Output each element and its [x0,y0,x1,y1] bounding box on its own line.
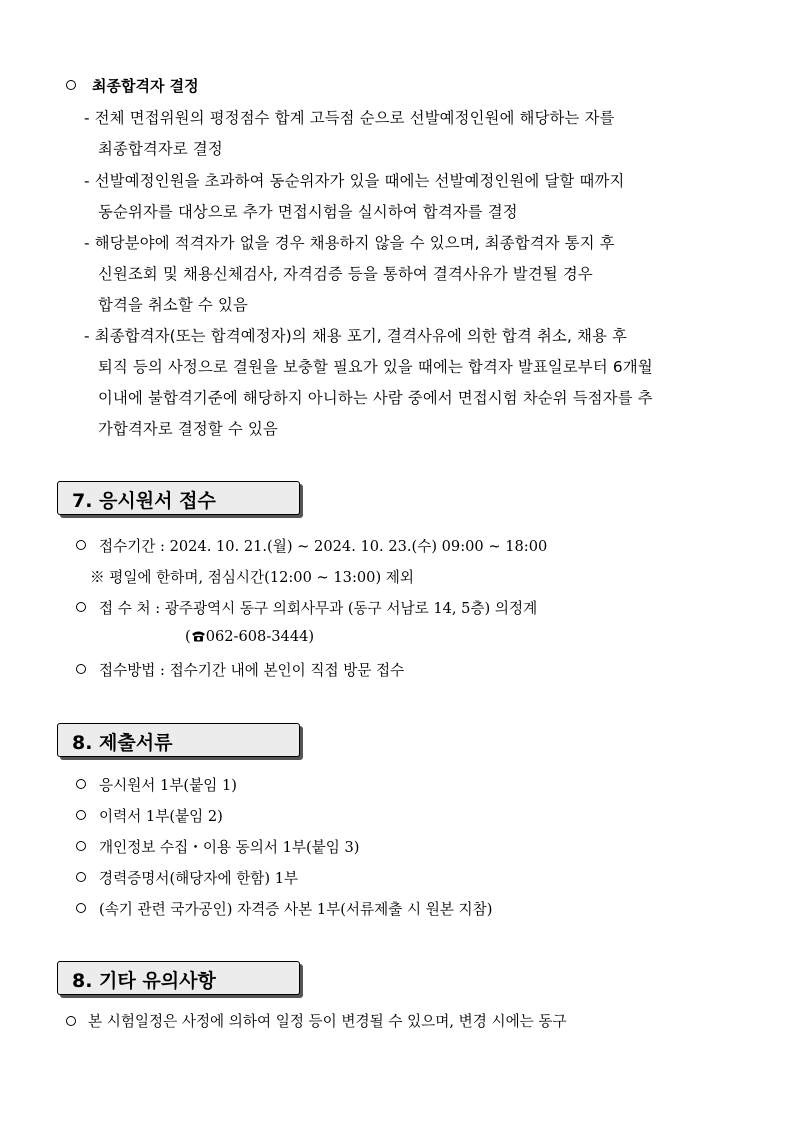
bullet-icon [76,903,86,913]
final-item-4-line-1: - 최종합격자(또는 합격예정자)의 채용 포기, 결격사유에 의한 합격 취소, 채용 후 [84,327,628,345]
final-item-4-line-4: 가합격자로 결정할 수 있음 [98,420,278,438]
section-notes-title: 8. 기타 유의사항 [72,970,216,992]
application-period: 접수기간 : 2024. 10. 21.(월) ~ 2024. 10. 23.(수) 09:00 ~ 18:00 [99,538,548,555]
document-item: 이력서 1부(붙임 2) [99,808,223,825]
bullet-icon [76,602,86,612]
section-8-title: 8. 제출서류 [72,732,173,754]
section-8-header-box [57,723,300,757]
section-7-title: 7. 응시원서 접수 [72,490,216,512]
document-item: 경력증명서(해당자에 한함) 1부 [99,870,299,887]
bullet-icon [76,810,86,820]
application-phone: ( 062-608-3444) [185,628,315,645]
bullet-icon [76,872,86,882]
bullet-icon [76,779,86,789]
application-period-note: ※ 평일에 한하며, 점심시간(12:00 ~ 13:00) 제외 [90,569,414,586]
application-method: 접수방법 : 접수기간 내에 본인이 직접 방문 접수 [99,662,405,679]
document-item: (속기 관련 국가공인) 자격증 사본 1부(서류제출 시 원본 지참) [99,901,493,918]
notes-text: 본 시험일정은 사정에 의하여 일정 등이 변경될 수 있으며, 변경 시에는 동구 [88,1013,567,1030]
bullet-icon [66,1016,76,1026]
section-notes-header-box [57,961,300,995]
bullet-icon [76,664,86,674]
final-item-4-line-3: 이내에 불합격기준에 해당하지 아니하는 사람 중에서 면접시험 차순위 득점자를 추 [98,389,653,407]
application-place: 접 수 처 : 광주광역시 동구 의회사무과 (동구 서남로 14, 5층) 의정계 [99,600,538,617]
section-7-header-box [57,481,300,515]
bullet-icon [76,540,86,550]
document-item: 개인정보 수집・이용 동의서 1부(붙임 3) [99,839,360,856]
final-pass-heading: 최종합격자 결정 [92,77,199,95]
telephone-icon [191,630,206,642]
final-item-1-line-1: - 전체 면접위원의 평정점수 합계 고득점 순으로 선발예정인원에 해당하는 자를 [84,109,615,127]
final-item-2-line-2: 동순위자를 대상으로 추가 면접시험을 실시하여 합격자를 결정 [98,203,518,221]
final-item-3-line-3: 합격을 취소할 수 있음 [98,296,248,314]
final-item-4-line-2: 퇴직 등의 사정으로 결원을 보충할 필요가 있을 때에는 합격자 발표일로부터 6개월 [98,358,653,376]
bullet-icon [66,80,76,90]
final-item-3-line-1: - 해당분야에 적격자가 없을 경우 채용하지 않을 수 있으며, 최종합격자 통지 후 [84,234,615,252]
bullet-icon [76,841,86,851]
final-item-2-line-1: - 선발예정인원을 초과하여 동순위자가 있을 때에는 선발예정인원에 달할 때까지 [84,172,625,190]
document-item: 응시원서 1부(붙임 1) [99,777,237,794]
final-item-3-line-2: 신원조회 및 채용신체검사, 자격검증 등을 통하여 결격사유가 발견될 경우 [98,265,593,283]
phone-number: 062-608-3444 [205,628,309,645]
final-item-1-line-2: 최종합격자로 결정 [98,140,223,158]
